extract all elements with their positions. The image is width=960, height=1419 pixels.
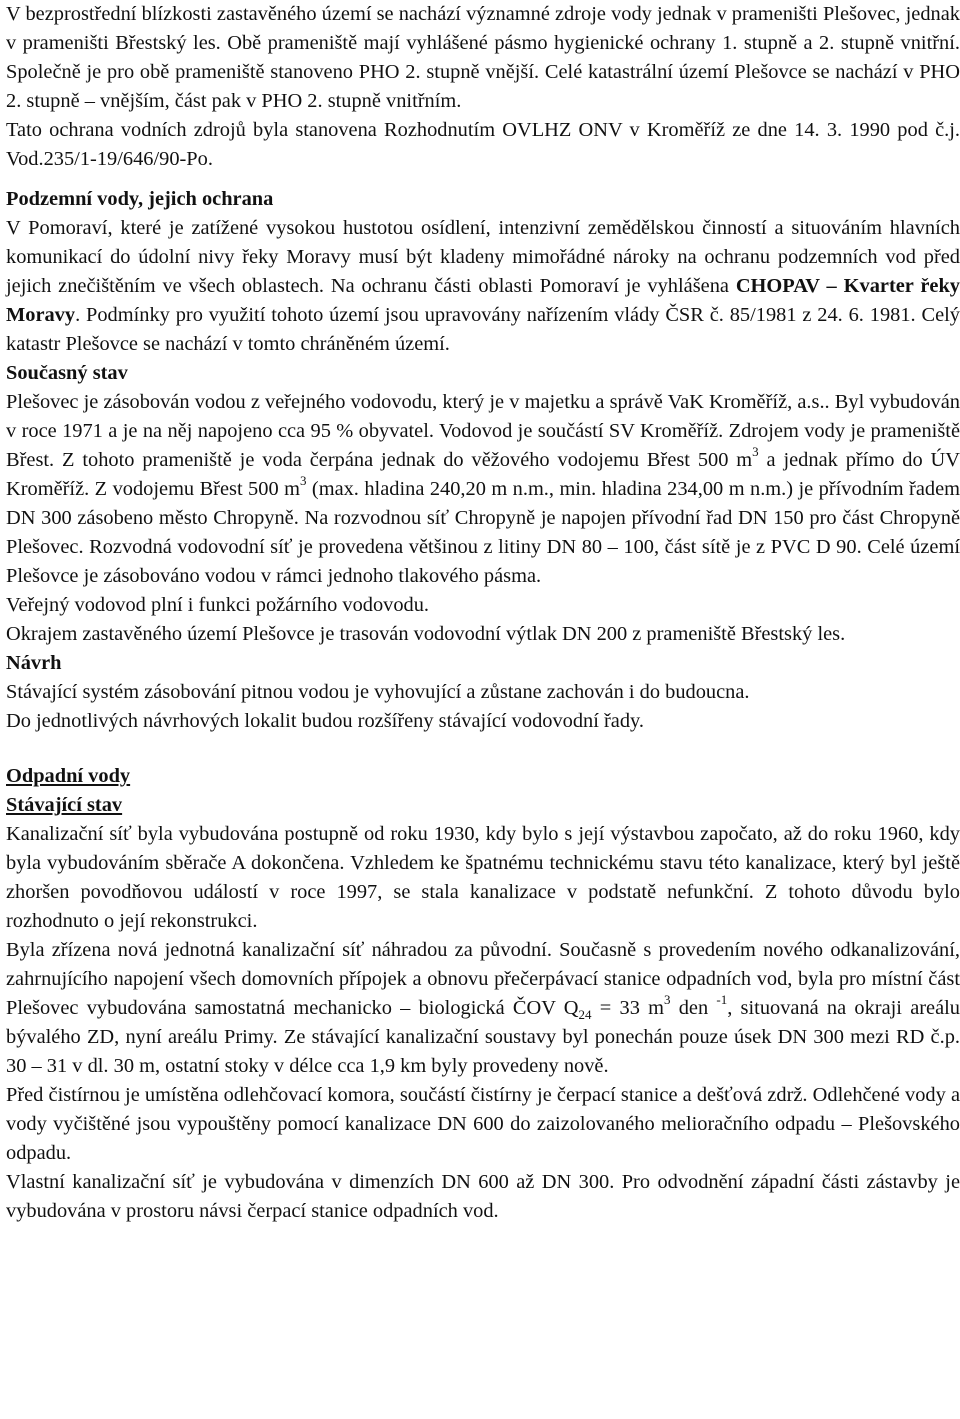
odpadni-paragraph-2 <box>6 936 960 1081</box>
heading-navrh: Návrh <box>6 652 62 674</box>
soucasny-paragraph-2: Veřejný vodovod plní i funkci požárního vodovodu. <box>6 594 430 616</box>
text-run: (max. hladina 240,20 m n.m., min. hladina 234,00 m n.m.) je přívodním řadem DN 300 zásobeno město Chropyně. Na rozvodnou síť Chropyně je napojen přívodní řad DN 150 pro část Chropyně Plešovec. Rozvodná vodovodní síť je provedena většinou z litiny DN 80 – 100, část sítě je z PVC D 90. Celé území Plešovce je zásobováno vodou v rámci jednoho tlakového pásma. <box>6 478 960 587</box>
chopav-name: CHOPAV – Kvarter řeky Moravy <box>6 275 960 326</box>
superscript: 3 <box>663 992 671 1008</box>
odpadni-paragraph-4: Vlastní kanalizační síť je vybudována v dimenzích DN 600 až DN 300. Pro odvodnění západní části zástavby je vybudována v prostoru návsi čerpací stanice odpadních vod. <box>6 1171 960 1222</box>
text-run: Plešovec je zásobován vodou z veřejného vodovodu, který je v majetku a správě VaK Kroměříž, a.s.. Byl vybudován v roce 1971 a je na něj napojeno cca 95 % obyvatel. Vodovod je součástí SV Kroměříž. Zdrojem vody je prameniště Břest. Z tohoto prameniště je voda čerpána jednak do věžového vodojemu Břest 500 m <box>6 391 960 471</box>
spacer <box>6 736 960 749</box>
superscript: 3 <box>299 473 307 489</box>
subscript: 24 <box>578 1007 592 1023</box>
text-run: den <box>670 997 717 1019</box>
heading-soucasny-stav: Současný stav <box>6 362 128 384</box>
text-run: a jednak přímo do ÚV Kroměříž. Z vodojemu Břest 500 m <box>6 449 960 500</box>
odpadni-paragraph-1: Kanalizační síť byla vybudována postupně od roku 1930, kdy bylo s její výstavbou započato, až do roku 1960, kdy byla vybudováním sběrače A dokončena. Vzhledem ke špatnému technickému stavu této kanalizace, který byl ještě zhoršen povodňovou událostí v roce 1997, se stala kanalizace v podstatě nefunkční. Z tohoto důvodu bylo rozhodnuto o její rekonstrukci. <box>6 823 960 932</box>
podzemni-paragraph <box>6 214 960 359</box>
text-run: . Podmínky pro využití tohoto území jsou upravovány nařízením vlády ČSR č. 85/1981 z 24. 6. 1981. Celý katastr Plešovce se nachází v tomto chráněném území. <box>6 304 960 355</box>
heading-podzemni-vody: Podzemní vody, jejich ochrana <box>6 188 274 210</box>
odpadni-paragraph-3: Před čistírnou je umístěna odlehčovací komora, součástí čistírny je čerpací stanice a dešťová zdrž. Odlehčené vody a vody vyčištěné jsou vypouštěny pomocí kanalizace DN 600 do zaizolovaného melioračního odpadu – Plešovského odpadu. <box>6 1084 960 1164</box>
soucasny-paragraph-3: Okrajem zastavěného území Plešovce je trasován vodovodní výtlak DN 200 z prameniště Břestský les. <box>6 623 846 645</box>
navrh-paragraph-1: Stávající systém zásobování pitnou vodou je vyhovující a zůstane zachován i do budoucna. <box>6 681 750 703</box>
superscript: -1 <box>716 992 728 1008</box>
text-run: V Pomoraví, které je zatížené vysokou hustotou osídlení, intenzivní zemědělskou činností a situováním hlavních komunikací do údolní nivy řeky Moravy musí být kladeny mimořádné nároky na ochranu podzemních vod před jejich znečištěním ve všech oblastech. Na ochranu části oblasti Pomoraví je vyhlášena <box>6 217 960 297</box>
text-run: = 33 m <box>591 997 664 1019</box>
superscript: 3 <box>752 444 759 460</box>
soucasny-paragraph-1 <box>6 388 960 591</box>
spacer <box>6 174 960 185</box>
text-run: Byla zřízena nová jednotná kanalizační síť náhradou za původní. Současně s provedením nového odkanalizování, zahrnujícího napojení všech domovních přípojek a obnovu přečerpávací stanice odpadních vod, byla pro místní část Plešovec vybudována samostatná mechanicko – biologická ČOV Q <box>6 939 960 1019</box>
text-run: , situovaná na okraji areálu bývalého ZD, nyní areálu Primy. Ze stávající kanalizační soustavy byl ponechán pouze úsek DN 300 mezi RD č.p. 30 – 31 v dl. 30 m, ostatní stoky v délce cca 1,9 km byly provedeny nově. <box>6 997 960 1077</box>
subheading-stavajici-stav: Stávající stav <box>6 794 123 816</box>
heading-odpadni-vody: Odpadní vody <box>6 765 131 787</box>
intro-paragraph-2: Tato ochrana vodních zdrojů byla stanovena Rozhodnutím OVLHZ ONV v Kroměříž ze dne 14. 3. 1990 pod č.j. Vod.235/1-19/646/90-Po. <box>6 119 960 170</box>
navrh-paragraph-2: Do jednotlivých návrhových lokalit budou rozšířeny stávající vodovodní řady. <box>6 710 645 732</box>
intro-paragraph-1: V bezprostřední blízkosti zastavěného území se nachází významné zdroje vody jednak v prameništi Plešovec, jednak v prameništi Břestský les. Obě prameniště mají vyhlášené pásmo hygienické ochrany 1. stupně a 2. stupně vnitřní. Společně je pro obě prameniště stanoveno PHO 2. stupně vnější. Celé katastrální území Plešovce se nachází v PHO 2. stupně – vnějším, část pak v PHO 2. stupně vnitřním. <box>6 3 960 112</box>
spacer <box>6 749 960 762</box>
